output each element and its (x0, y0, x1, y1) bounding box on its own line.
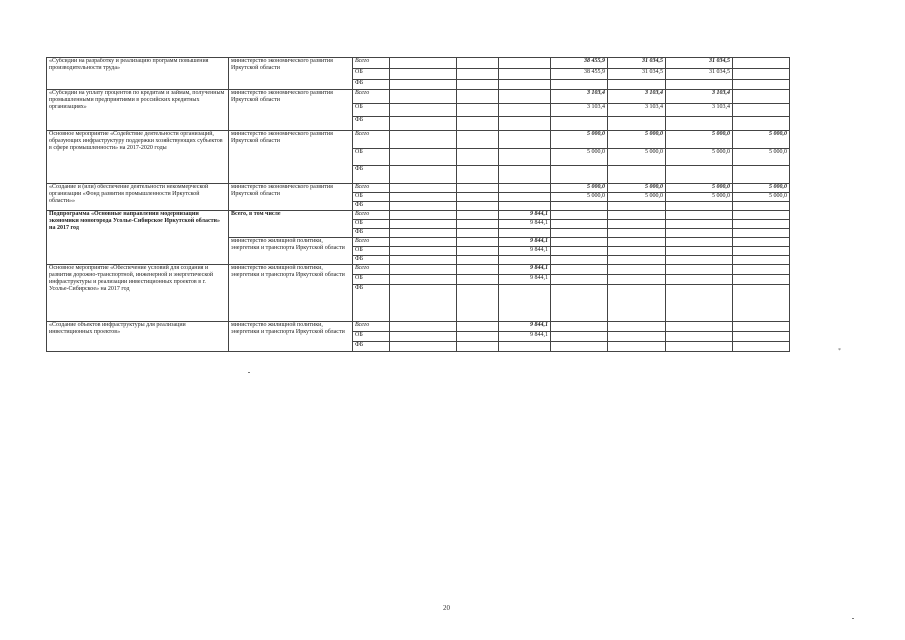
event-name-cell: «Создание объектов инфраструктуры для реализации инвестиционных проектов» (47, 322, 229, 352)
scan-speck (852, 618, 854, 619)
source-cell: ФБ (353, 166, 390, 184)
value-cell: 5 000,0 (551, 184, 608, 193)
value-cell: 31 034,5 (666, 69, 733, 80)
value-cell: 38 455,9 (551, 69, 608, 80)
value-cell: 9 844,1 (499, 265, 551, 275)
value-cell: 5 000,0 (608, 193, 666, 202)
value-cell: 5 000,0 (666, 131, 733, 149)
source-cell: ОБ (353, 104, 390, 117)
table-row (47, 131, 790, 149)
value-cell: 3 103,4 (551, 104, 608, 117)
event-name-cell: «Субсидии на разработку и реализацию программ повышения производительности труда» (47, 58, 229, 90)
source-cell: ОБ (353, 220, 390, 229)
source-cell: ФБ (353, 256, 390, 265)
source-cell: Всего (353, 238, 390, 247)
agency-cell: министерство жилищной политики, энергетики и транспорта Иркутской области (229, 322, 353, 352)
value-cell: 5 000,0 (666, 184, 733, 193)
source-cell: ФБ (353, 202, 390, 211)
event-name-cell: «Создание и (или) обеспечение деятельности некоммерческой организации «Фонд развития промышленности Иркутской области»» (47, 184, 229, 211)
source-cell: ОБ (353, 247, 390, 256)
value-cell: 3 103,4 (666, 104, 733, 117)
source-cell: ОБ (353, 275, 390, 285)
value-cell: 9 844,1 (499, 220, 551, 229)
page-number: 20 (443, 604, 450, 612)
value-cell: 9 844,1 (499, 322, 551, 332)
table-row (47, 184, 790, 193)
source-cell: Всего (353, 131, 390, 149)
source-cell: ОБ (353, 149, 390, 166)
agency-cell: министерство экономического развития Иркутской области (229, 90, 353, 131)
value-cell (733, 69, 790, 80)
scan-mark: * (838, 348, 841, 354)
value-cell: 31 034,5 (666, 58, 733, 69)
agency-cell: министерство жилищной политики, энергетики и транспорта Иркутской области (229, 238, 353, 265)
subprogram-total-label: Всего, в том числе (229, 211, 353, 238)
source-cell: ОБ (353, 332, 390, 342)
value-cell: 5 000,0 (733, 193, 790, 202)
source-cell: Всего (353, 184, 390, 193)
subprogram-title-cell: Подпрограмма «Основные направления модернизации экономики моногорода Усолье-Сибирское Иркутской области» на 2017 год (47, 211, 229, 265)
value-cell: 5 000,0 (551, 131, 608, 149)
source-cell: ФБ (353, 229, 390, 238)
table-row (47, 58, 790, 69)
event-name-cell: Основное мероприятие «Обеспечение условий для создания и развития дорожно-транспортной, инженерной и энергетической инфраструктуры и реализации инвестиционных проектов в г. Усолье-Сибирское» на 2017 год (47, 265, 229, 322)
source-cell: Всего (353, 211, 390, 220)
value-cell: 5 000,0 (733, 131, 790, 149)
value-cell: 38 455,9 (551, 58, 608, 69)
value-cell: 3 103,4 (666, 90, 733, 104)
source-cell: Всего (353, 265, 390, 275)
event-name-cell: Основное мероприятие «Содействие деятельности организаций, образующих инфраструктуру поддержки хозяйствующих субъектов в сфере промышленности» на 2017-2020 годы (47, 131, 229, 184)
value-cell: 3 103,4 (608, 104, 666, 117)
value-cell: 31 034,5 (608, 69, 666, 80)
value-cell: 5 000,0 (551, 193, 608, 202)
value-cell: 5 000,0 (666, 149, 733, 166)
agency-cell: министерство жилищной политики, энергетики и транспорта Иркутской области (229, 265, 353, 322)
value-cell: 5 000,0 (733, 149, 790, 166)
value-cell: 9 844,1 (499, 332, 551, 342)
value-cell (733, 90, 790, 104)
source-cell: Всего (353, 90, 390, 104)
value-cell: 5 000,0 (666, 193, 733, 202)
scan-speck (248, 372, 250, 373)
value-cell: 9 844,1 (499, 247, 551, 256)
agency-cell: министерство экономического развития Иркутской области (229, 58, 353, 90)
value-cell (733, 58, 790, 69)
table-row (47, 90, 790, 104)
value-cell: 5 000,0 (551, 149, 608, 166)
agency-cell: министерство экономического развития Иркутской области (229, 184, 353, 211)
source-cell: Всего (353, 58, 390, 69)
table-row (47, 322, 790, 332)
value-cell: 5 000,0 (608, 149, 666, 166)
value-cell: 9 844,1 (499, 238, 551, 247)
agency-cell: министерство экономического развития Иркутской области (229, 131, 353, 184)
event-name-cell: «Субсидии на уплату процентов по кредитам и займам, полученным промышленными предприятиями в российских кредитных организациях» (47, 90, 229, 131)
value-cell: 3 103,4 (608, 90, 666, 104)
value-cell (733, 104, 790, 117)
source-cell: ФБ (353, 285, 390, 322)
value-cell: 5 000,0 (733, 184, 790, 193)
table-row (47, 265, 790, 275)
source-cell: ОБ (353, 193, 390, 202)
source-cell: ФБ (353, 80, 390, 90)
value-cell: 5 000,0 (608, 184, 666, 193)
value-cell: 31 034,5 (608, 58, 666, 69)
value-cell: 5 000,0 (608, 131, 666, 149)
source-cell: Всего (353, 322, 390, 332)
source-cell: ФБ (353, 342, 390, 352)
value-cell: 3 103,4 (551, 90, 608, 104)
budget-table (46, 57, 790, 352)
value-cell: 9 844,1 (499, 275, 551, 285)
source-cell: ОБ (353, 69, 390, 80)
source-cell: ФБ (353, 117, 390, 131)
value-cell: 9 844,1 (499, 211, 551, 220)
table-row (47, 211, 790, 220)
